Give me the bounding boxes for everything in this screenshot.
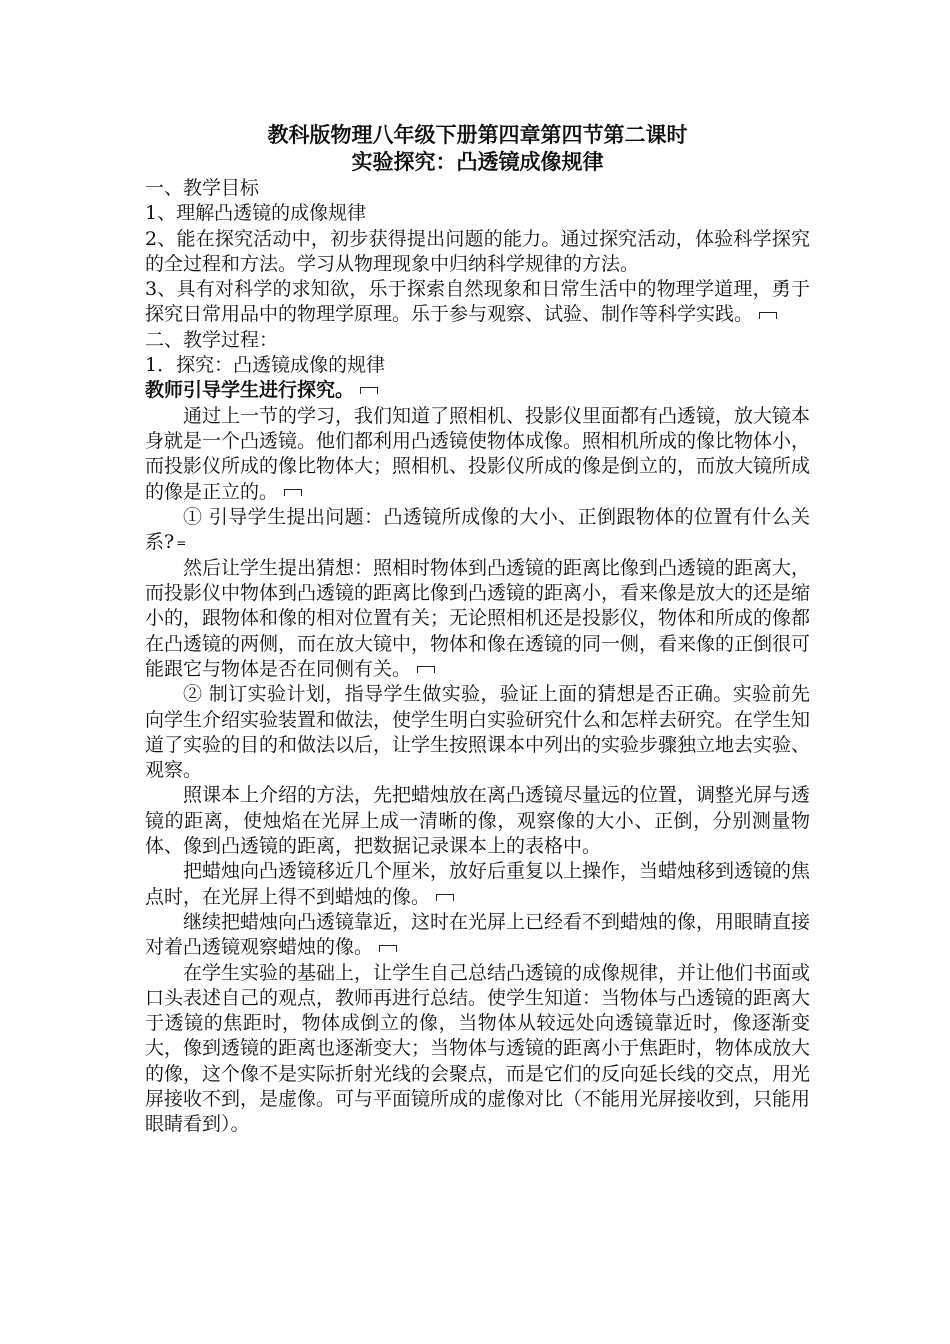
paragraph-1 <box>145 404 810 505</box>
paragraph-mark-icon <box>759 312 777 319</box>
goal-3 <box>145 277 810 328</box>
paragraph-mark-icon <box>417 666 435 673</box>
paragraph-mark-icon <box>360 387 378 394</box>
title-line-1: 教科版物理八年级下册第四章第四节第二课时 <box>267 123 688 147</box>
paragraph-4: ② 制订实验计划，指导学生做实验，验证上面的猜想是否正确。实验前先向学生介绍实验装置和做法，使学生明白实验研究什么和怎样去研究。在学生知道了实验的目的和做法以后，让学生按照课本中列出的实验步骤独立地去实验、观察。 <box>145 683 811 782</box>
paragraph-2-text: ① 引导学生提出问题：凸透镜所成像的大小、正倒跟物体的位置有什么关系? <box>145 505 810 554</box>
paragraph-3 <box>145 556 810 682</box>
teacher-lead <box>145 378 810 403</box>
goal-3-text: 3、具有对科学的求知欲，乐于探索自然现象和日常生活中的物理学道理，勇于探究日常用品中的物理学原理。乐于参与观察、试验、制作等科学实践。 <box>145 278 810 326</box>
goal-1: 1、理解凸透镜的成像规律 <box>145 202 367 225</box>
paragraph-1-text: 通过上一节的学习，我们知道了照相机、投影仪里面都有凸透镜，放大镜本身就是一个凸透镜。他们都利用凸透镜使物体成像。照相机所成的像比物体小，而投影仪所成的像比物体大；照相机、投影仪所成的像是倒立的，而放大镜所成的像是正立的。 <box>145 404 811 503</box>
paragraph-mark-icon <box>436 894 454 901</box>
equals-mark-icon: = <box>176 535 187 550</box>
paragraph-7-text: 继续把蜡烛向凸透镜靠近，这时在光屏上已经看不到蜡烛的像，用眼睛直接对着凸透镜观察蜡烛的像。 <box>145 910 811 959</box>
paragraph-6-text: 把蜡烛向凸透镜移近几个厘米，放好后重复以上操作，当蜡烛移到透镜的焦点时，在光屏上得不到蜡烛的像。 <box>145 860 811 908</box>
paragraph-5: 照课本上介绍的方法，先把蜡烛放在离凸透镜尽量远的位置，调整光屏与透镜的距离，使烛焰在光屏上成一清晰的像，观察像的大小、正倒，分别测量物体、像到凸透镜的距离，把数据记录课本上的表格中。 <box>145 784 811 858</box>
section-2-heading: 二、教学过程： <box>145 328 279 351</box>
teacher-lead-text: 教师引导学生进行探究。 <box>145 379 355 402</box>
paragraph-6 <box>145 859 810 910</box>
goal-2: 2、能在探究活动中，初步获得提出问题的能力。通过探究活动，体验科学探究的全过程和方法。学习从物理现象中归纳科学规律的方法。 <box>145 227 810 275</box>
title-line-2: 实验探究：凸透镜成像规律 <box>351 150 604 174</box>
paragraph-7 <box>145 910 810 961</box>
paragraph-mark-icon <box>379 945 397 952</box>
section-1-heading: 一、教学目标 <box>145 177 260 199</box>
paragraph-8: 在学生实验的基础上，让学生自己总结凸透镜的成像规律，并让他们书面或口头表述自己的观点，教师再进行总结。使学生知道：当物体与凸透镜的距离大于透镜的焦距时，物体成倒立的像，当物体从较远处向透镜靠近时，像逐渐变大，像到透镜的距离也逐渐变大；当物体与透镜的距离小于焦距时，物体成放大的像，这个像不是实际折射光线的会聚点，而是它们的反向延长线的交点，用光屏接收不到，是虚像。可与平面镜所成的虚像对比（不能用光屏接收到，只能用眼睛看到）。 <box>145 961 811 1136</box>
document-page <box>145 122 810 1138</box>
paragraph-mark-icon <box>284 489 302 496</box>
paragraph-2 <box>145 505 810 556</box>
paragraph-3-text: 然后让学生提出猜想：照相时物体到凸透镜的距离比像到凸透镜的距离大，而投影仪中物体到凸透镜的距离比像到凸透镜的距离小，看来像是放大的还是缩小的，跟物体和像的相对位置有关；无论照相机还是投影仪，物体和所成的像都在凸透镜的两侧，而在放大镜中，物体和像在透镜的同一侧，看来像的正倒很可能跟它与物体是否在同侧有关。 <box>145 556 811 680</box>
section-2-subheading: 1．探究：凸透镜成像的规律 <box>145 354 386 377</box>
